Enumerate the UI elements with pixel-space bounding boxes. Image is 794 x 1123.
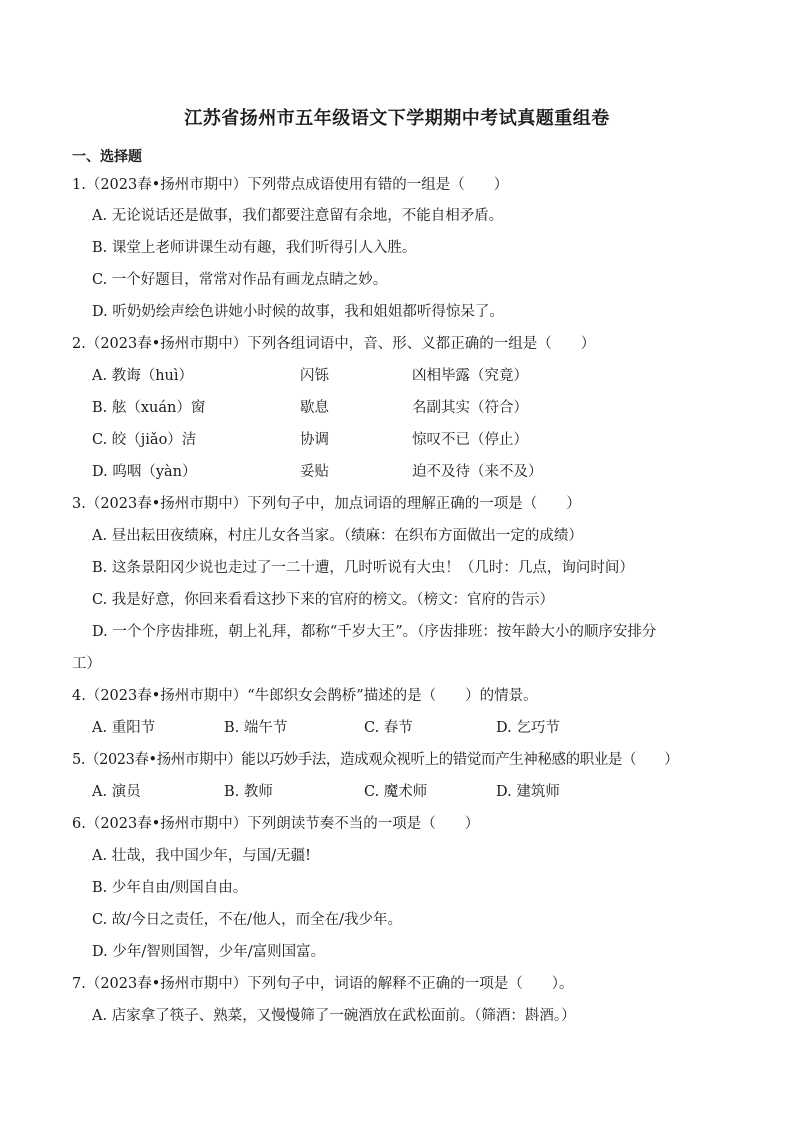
question-3-option-c: C. 我是好意，你回来看看这抄下来的官府的榜文。（榜文：官府的告示） — [92, 592, 555, 608]
question-5-option-c: C. 魔术师 — [364, 784, 428, 800]
question-6-option-b: B. 少年自由/则国自由。 — [92, 880, 248, 896]
question-5-option-d: D. 建筑师 — [496, 784, 560, 800]
question-4-option-a: A. 重阳节 — [92, 720, 156, 736]
question-2-option-d-word3: 迫不及待（来不及） — [412, 464, 543, 480]
question-2-option-c-word2: 协调 — [300, 432, 329, 448]
question-2-option-c-word1: C. 皎（jiǎo）洁 — [92, 432, 197, 448]
question-2-option-a-word3: 凶相毕露（究竟） — [412, 368, 528, 384]
question-6-option-a: A. 壮哉，我中国少年，与国/无疆! — [92, 848, 311, 864]
question-2-option-a-word2: 闪铄 — [300, 368, 329, 384]
question-3-stem: 3.（2023春•扬州市期中）下列句子中，加点词语的理解正确的一项是（ ） — [72, 496, 581, 512]
question-1-option-b: B. 课堂上老师讲课生动有趣，我们听得引人入胜。 — [92, 240, 417, 256]
question-1-option-a: A. 无论说话还是做事，我们都要注意留有余地，不能自相矛盾。 — [92, 208, 504, 224]
document-title: 江苏省扬州市五年级语文下学期期中考试真题重组卷 — [184, 108, 610, 129]
question-3-option-d: D. 一个个序齿排班，朝上礼拜，都称“千岁大王”。（序齿排班：按年龄大小的顺序安排分 — [92, 624, 657, 640]
section-heading: 一、选择题 — [72, 149, 142, 165]
question-3-option-a: A. 昼出耘田夜绩麻，村庄儿女各当家。（绩麻：在织布方面做出一定的成绩） — [92, 528, 583, 544]
question-2-option-c-word3: 惊叹不已（停止） — [412, 432, 528, 448]
question-1-stem: 1.（2023春•扬州市期中）下列带点成语使用有错的一组是（ ） — [72, 177, 509, 193]
question-2-option-a-word1: A. 教诲（huì） — [92, 368, 194, 384]
question-5-stem: 5.（2023春•扬州市期中）能以巧妙手法，造成观众视听上的错觉而产生神秘感的职业是（ ） — [72, 752, 679, 768]
question-3-option-d-continued: 工） — [72, 656, 101, 672]
question-6-option-d: D. 少年/智则国智，少年/富则国富。 — [92, 944, 326, 960]
question-7-stem: 7.（2023春•扬州市期中）下列句子中，词语的解释不正确的一项是（ ）。 — [72, 976, 574, 992]
question-6-stem: 6.（2023春•扬州市期中）下列朗读节奏不当的一项是（ ） — [72, 816, 480, 832]
question-4-option-c: C. 春节 — [364, 720, 413, 736]
question-4-option-d: D. 乞巧节 — [496, 720, 560, 736]
question-1-option-c: C. 一个好题目，常常对作品有画龙点睛之妙。 — [92, 272, 388, 288]
question-3-option-b: B. 这条景阳冈少说也走过了一二十遭，几时听说有大虫！（几时：几点，询问时间） — [92, 560, 634, 576]
question-5-option-b: B. 教师 — [224, 784, 273, 800]
question-4-stem: 4.（2023春•扬州市期中）“牛郎织女会鹊桥”描述的是（ ）的情景。 — [72, 688, 538, 704]
question-2-option-b-word2: 歇息 — [300, 400, 329, 416]
question-7-option-a: A. 店家拿了筷子、熟菜，又慢慢筛了一碗酒放在武松面前。（筛酒：斟酒。） — [92, 1008, 576, 1024]
question-2-option-d-word2: 妥贴 — [300, 464, 329, 480]
question-2-option-b-word3: 名副其实（符合） — [412, 400, 528, 416]
question-2-option-d-word1: D. 呜咽（yàn） — [92, 464, 197, 480]
question-5-option-a: A. 演员 — [92, 784, 141, 800]
question-2-stem: 2.（2023春•扬州市期中）下列各组词语中，音、形、义都正确的一组是（ ） — [72, 336, 596, 352]
question-2-option-b-word1: B. 舷（xuán）窗 — [92, 400, 206, 416]
question-6-option-c: C. 故/今日之责任，不在/他人，而全在/我少年。 — [92, 912, 402, 928]
question-4-option-b: B. 端午节 — [224, 720, 288, 736]
question-1-option-d: D. 听奶奶绘声绘色讲她小时候的故事，我和姐姐都听得惊呆了。 — [92, 304, 504, 320]
